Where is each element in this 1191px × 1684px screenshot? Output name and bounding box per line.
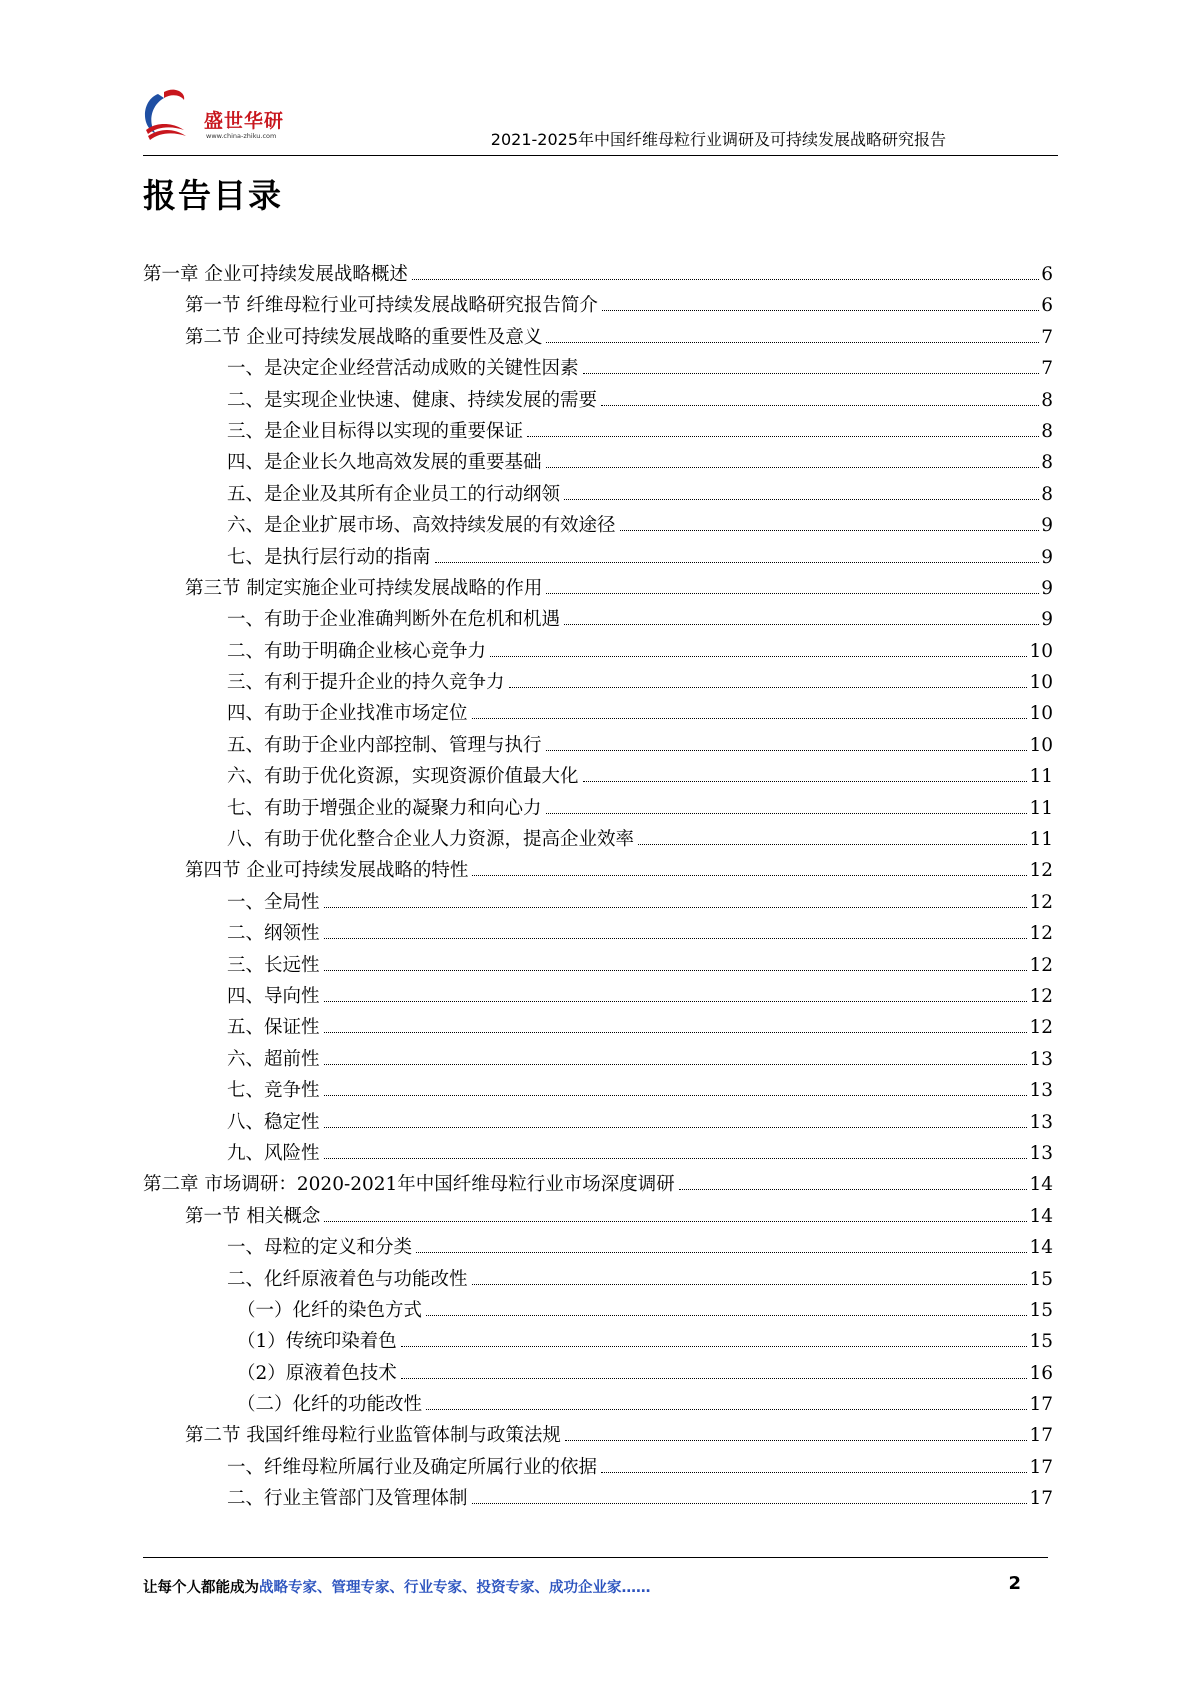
- toc-entry-label: 一、全局性: [227, 891, 320, 913]
- toc-entry[interactable]: [143, 480, 1053, 511]
- toc-entry[interactable]: [143, 982, 1053, 1013]
- toc-leader-dots: [426, 1409, 1027, 1410]
- toc-entry[interactable]: [143, 1233, 1053, 1264]
- toc-leader-dots: [546, 813, 1028, 814]
- toc-entry[interactable]: [143, 919, 1053, 950]
- toc-entry[interactable]: [143, 856, 1053, 887]
- toc-entry-page: 13: [1029, 1142, 1053, 1164]
- toc-entry[interactable]: [143, 1108, 1053, 1139]
- toc-leader-dots: [583, 781, 1028, 782]
- toc-entry[interactable]: [143, 699, 1053, 730]
- toc-leader-dots: [401, 1378, 1028, 1379]
- toc-entry[interactable]: [143, 1484, 1053, 1515]
- toc-entry[interactable]: [143, 1296, 1053, 1327]
- toc-entry-page: 14: [1029, 1237, 1053, 1259]
- toc-heading: 报告目录: [143, 176, 283, 215]
- toc-leader-dots: [401, 1346, 1028, 1347]
- toc-entry[interactable]: [143, 1453, 1053, 1484]
- toc-entry-page: 13: [1029, 1080, 1053, 1102]
- slogan-roles: 战略专家、管理专家、行业专家、投资专家、成功企业家……: [259, 1580, 651, 1596]
- toc-entry[interactable]: [143, 543, 1053, 574]
- toc-leader-dots: [324, 1064, 1028, 1065]
- toc-entry[interactable]: [143, 1013, 1053, 1044]
- toc-entry-page: 8: [1041, 420, 1053, 442]
- toc-entry[interactable]: [143, 1076, 1053, 1107]
- toc-leader-dots: [426, 1315, 1027, 1316]
- toc-entry[interactable]: [143, 825, 1053, 856]
- toc-entry-page: 13: [1029, 1048, 1053, 1070]
- toc-leader-dots: [324, 1221, 1027, 1222]
- toc-leader-dots: [564, 499, 1039, 500]
- toc-leader-dots: [509, 687, 1028, 688]
- toc-entry[interactable]: [143, 511, 1053, 542]
- toc-entry-label: 四、导向性: [227, 985, 320, 1007]
- toc-leader-dots: [324, 1095, 1028, 1096]
- toc-entry-label: 二、纲领性: [227, 923, 320, 945]
- toc-entry-label: 第三节 制定实施企业可持续发展战略的作用: [185, 577, 543, 599]
- toc-leader-dots: [601, 405, 1039, 406]
- toc-leader-dots: [472, 718, 1028, 719]
- toc-leader-dots: [472, 1503, 1028, 1504]
- toc-entry-page: 16: [1029, 1362, 1053, 1384]
- toc-entry-page: 11: [1029, 766, 1053, 788]
- toc-leader-dots: [416, 1252, 1027, 1253]
- toc-leader-dots: [546, 593, 1039, 594]
- header-divider: [143, 155, 1058, 156]
- toc-entry-label: （2）原液着色技术: [237, 1362, 397, 1384]
- toc-entry-label: 四、是企业长久地高效发展的重要基础: [227, 452, 542, 474]
- toc-leader-dots: [324, 1001, 1028, 1002]
- toc-entry-label: 七、是执行层行动的指南: [227, 546, 431, 568]
- toc-entry-page: 14: [1029, 1205, 1053, 1227]
- toc-entry-page: 15: [1029, 1299, 1053, 1321]
- toc-leader-dots: [472, 1284, 1028, 1285]
- toc-leader-dots: [324, 1032, 1028, 1033]
- toc-leader-dots: [602, 310, 1039, 311]
- toc-entry-label: 第二章 市场调研：2020-2021年中国纤维母粒行业市场深度调研: [143, 1174, 675, 1196]
- toc-leader-dots: [601, 1472, 1027, 1473]
- toc-leader-dots: [324, 970, 1028, 971]
- toc-leader-dots: [583, 373, 1040, 374]
- toc-entry-page: 7: [1041, 358, 1053, 380]
- toc-entry-label: 六、是企业扩展市场、高效持续发展的有效途径: [227, 515, 616, 537]
- toc-entry-page: 11: [1029, 797, 1053, 819]
- toc-entry-page: 10: [1029, 703, 1053, 725]
- toc-entry[interactable]: [143, 1139, 1053, 1170]
- toc-entry-label: 二、是实现企业快速、健康、持续发展的需要: [227, 389, 598, 411]
- toc-entry-label: 第二节 我国纤维母粒行业监管体制与政策法规: [185, 1425, 561, 1447]
- toc-entry-label: 第四节 企业可持续发展战略的特性: [185, 860, 469, 882]
- toc-leader-dots: [412, 279, 1039, 280]
- toc-entry-label: 五、是企业及其所有企业员工的行动纲领: [227, 483, 561, 505]
- toc-entry-label: （二）化纤的功能改性: [237, 1394, 423, 1416]
- toc-entry[interactable]: [143, 888, 1053, 919]
- toc-entry-page: 9: [1041, 515, 1053, 537]
- toc-entry-page: 12: [1029, 1017, 1053, 1039]
- toc-entry-label: 九、风险性: [227, 1142, 320, 1164]
- toc-entry[interactable]: [143, 448, 1053, 479]
- toc-entry-page: 13: [1029, 1111, 1053, 1133]
- toc-entry-page: 8: [1041, 389, 1053, 411]
- toc-entry-page: 8: [1041, 452, 1053, 474]
- toc-entry[interactable]: [143, 1421, 1053, 1452]
- toc-entry-label: 六、超前性: [227, 1048, 320, 1070]
- toc-entry-page: 12: [1029, 954, 1053, 976]
- toc-leader-dots: [435, 562, 1040, 563]
- toc-entry-label: 五、有助于企业内部控制、管理与执行: [227, 734, 542, 756]
- toc-entry-page: 12: [1029, 923, 1053, 945]
- toc-entry-page: 10: [1029, 734, 1053, 756]
- toc-entry-page: 6: [1041, 264, 1053, 285]
- toc-entry-page: 12: [1029, 985, 1053, 1007]
- toc-entry-label: 二、行业主管部门及管理体制: [227, 1488, 468, 1510]
- toc-entry[interactable]: [143, 354, 1053, 385]
- toc-entry[interactable]: [143, 762, 1053, 793]
- toc-entry[interactable]: [143, 1359, 1053, 1390]
- toc-entry[interactable]: [143, 386, 1053, 417]
- toc-leader-dots: [490, 656, 1027, 657]
- toc-entry-label: 三、有利于提升企业的持久竞争力: [227, 672, 505, 694]
- toc-entry[interactable]: [143, 1327, 1053, 1358]
- toc-entry-page: 15: [1029, 1331, 1053, 1353]
- logo-url: www.china-zhiku.com: [206, 132, 277, 140]
- toc-entry[interactable]: [143, 1045, 1053, 1076]
- toc-leader-dots: [324, 907, 1028, 908]
- toc-entry-label: 三、长远性: [227, 954, 320, 976]
- table-of-contents: [143, 260, 1053, 1516]
- toc-entry[interactable]: [143, 668, 1053, 699]
- toc-entry[interactable]: [143, 291, 1053, 322]
- logo-emblem-icon: [140, 86, 202, 146]
- toc-entry[interactable]: [143, 951, 1053, 982]
- toc-leader-dots: [638, 844, 1027, 845]
- toc-entry-label: 一、母粒的定义和分类: [227, 1237, 413, 1259]
- logo-text: 盛世华研: [204, 110, 285, 132]
- toc-entry-label: 二、有助于明确企业核心竞争力: [227, 640, 487, 662]
- toc-entry-page: 12: [1029, 860, 1053, 882]
- report-title: 2021-2025年中国纤维母粒行业调研及可持续发展战略研究报告: [490, 130, 946, 149]
- toc-entry-label: 八、有助于优化整合企业人力资源，提高企业效率: [227, 829, 635, 851]
- toc-entry[interactable]: [143, 637, 1053, 668]
- toc-entry[interactable]: [143, 1202, 1053, 1233]
- toc-entry-label: 八、稳定性: [227, 1111, 320, 1133]
- toc-entry[interactable]: [143, 574, 1053, 605]
- toc-entry[interactable]: [143, 1390, 1053, 1421]
- toc-entry-page: 17: [1029, 1394, 1053, 1416]
- toc-entry[interactable]: [143, 1265, 1053, 1296]
- toc-leader-dots: [324, 1158, 1028, 1159]
- toc-leader-dots: [546, 750, 1028, 751]
- toc-entry-page: 15: [1029, 1268, 1053, 1290]
- toc-entry-page: 8: [1041, 483, 1053, 505]
- toc-entry-page: 7: [1041, 326, 1053, 348]
- toc-entry-page: 17: [1029, 1456, 1053, 1478]
- footer-slogan: [143, 1576, 651, 1597]
- toc-entry-label: 第二节 企业可持续发展战略的重要性及意义: [185, 326, 543, 348]
- toc-entry[interactable]: [143, 605, 1053, 636]
- toc-entry-label: 五、保证性: [227, 1017, 320, 1039]
- toc-entry-label: 第一章 企业可持续发展战略概述: [143, 264, 408, 285]
- toc-entry-label: 第一节 纤维母粒行业可持续发展战略研究报告简介: [185, 295, 598, 317]
- toc-leader-dots: [620, 530, 1040, 531]
- toc-leader-dots: [546, 467, 1040, 468]
- toc-leader-dots: [679, 1189, 1028, 1190]
- toc-leader-dots: [546, 342, 1039, 343]
- toc-entry[interactable]: [143, 1170, 1053, 1201]
- toc-entry[interactable]: [143, 417, 1053, 448]
- toc-entry-page: 9: [1041, 577, 1053, 599]
- toc-entry-label: 七、竞争性: [227, 1080, 320, 1102]
- toc-entry-label: 第一节 相关概念: [185, 1205, 321, 1227]
- toc-entry-label: 六、有助于优化资源，实现资源价值最大化: [227, 766, 579, 788]
- toc-entry-label: 一、是决定企业经营活动成败的关键性因素: [227, 358, 579, 380]
- company-logo: [140, 86, 310, 146]
- toc-entry-label: （一）化纤的染色方式: [237, 1299, 423, 1321]
- toc-entry-page: 10: [1029, 672, 1053, 694]
- toc-entry-label: （1）传统印染着色: [237, 1331, 397, 1353]
- toc-entry-label: 一、有助于企业准确判断外在危机和机遇: [227, 609, 561, 631]
- slogan-prefix: 让每个人都能成为: [143, 1580, 259, 1596]
- toc-leader-dots: [565, 1440, 1028, 1441]
- toc-leader-dots: [564, 624, 1039, 625]
- toc-entry-label: 四、有助于企业找准市场定位: [227, 703, 468, 725]
- toc-entry-page: 11: [1029, 829, 1053, 851]
- toc-entry[interactable]: [143, 323, 1053, 354]
- toc-entry-page: 6: [1041, 295, 1053, 317]
- toc-entry[interactable]: [143, 731, 1053, 762]
- toc-entry-page: 9: [1041, 546, 1053, 568]
- toc-entry-label: 一、纤维母粒所属行业及确定所属行业的依据: [227, 1456, 598, 1478]
- toc-entry-label: 七、有助于增强企业的凝聚力和向心力: [227, 797, 542, 819]
- toc-entry[interactable]: [143, 260, 1053, 291]
- toc-leader-dots: [324, 938, 1028, 939]
- toc-leader-dots: [324, 1127, 1028, 1128]
- toc-leader-dots: [527, 436, 1039, 437]
- toc-leader-dots: [472, 875, 1027, 876]
- toc-entry-page: 9: [1041, 609, 1053, 631]
- page-number: 2: [1008, 1573, 1021, 1594]
- toc-entry-page: 17: [1029, 1488, 1053, 1510]
- footer-divider: [143, 1557, 1048, 1558]
- toc-entry-page: 10: [1029, 640, 1053, 662]
- toc-entry-label: 二、化纤原液着色与功能改性: [227, 1268, 468, 1290]
- toc-entry-page: 17: [1029, 1425, 1053, 1447]
- toc-entry-page: 12: [1029, 891, 1053, 913]
- toc-entry[interactable]: [143, 794, 1053, 825]
- toc-entry-label: 三、是企业目标得以实现的重要保证: [227, 420, 524, 442]
- toc-entry-page: 14: [1029, 1174, 1053, 1196]
